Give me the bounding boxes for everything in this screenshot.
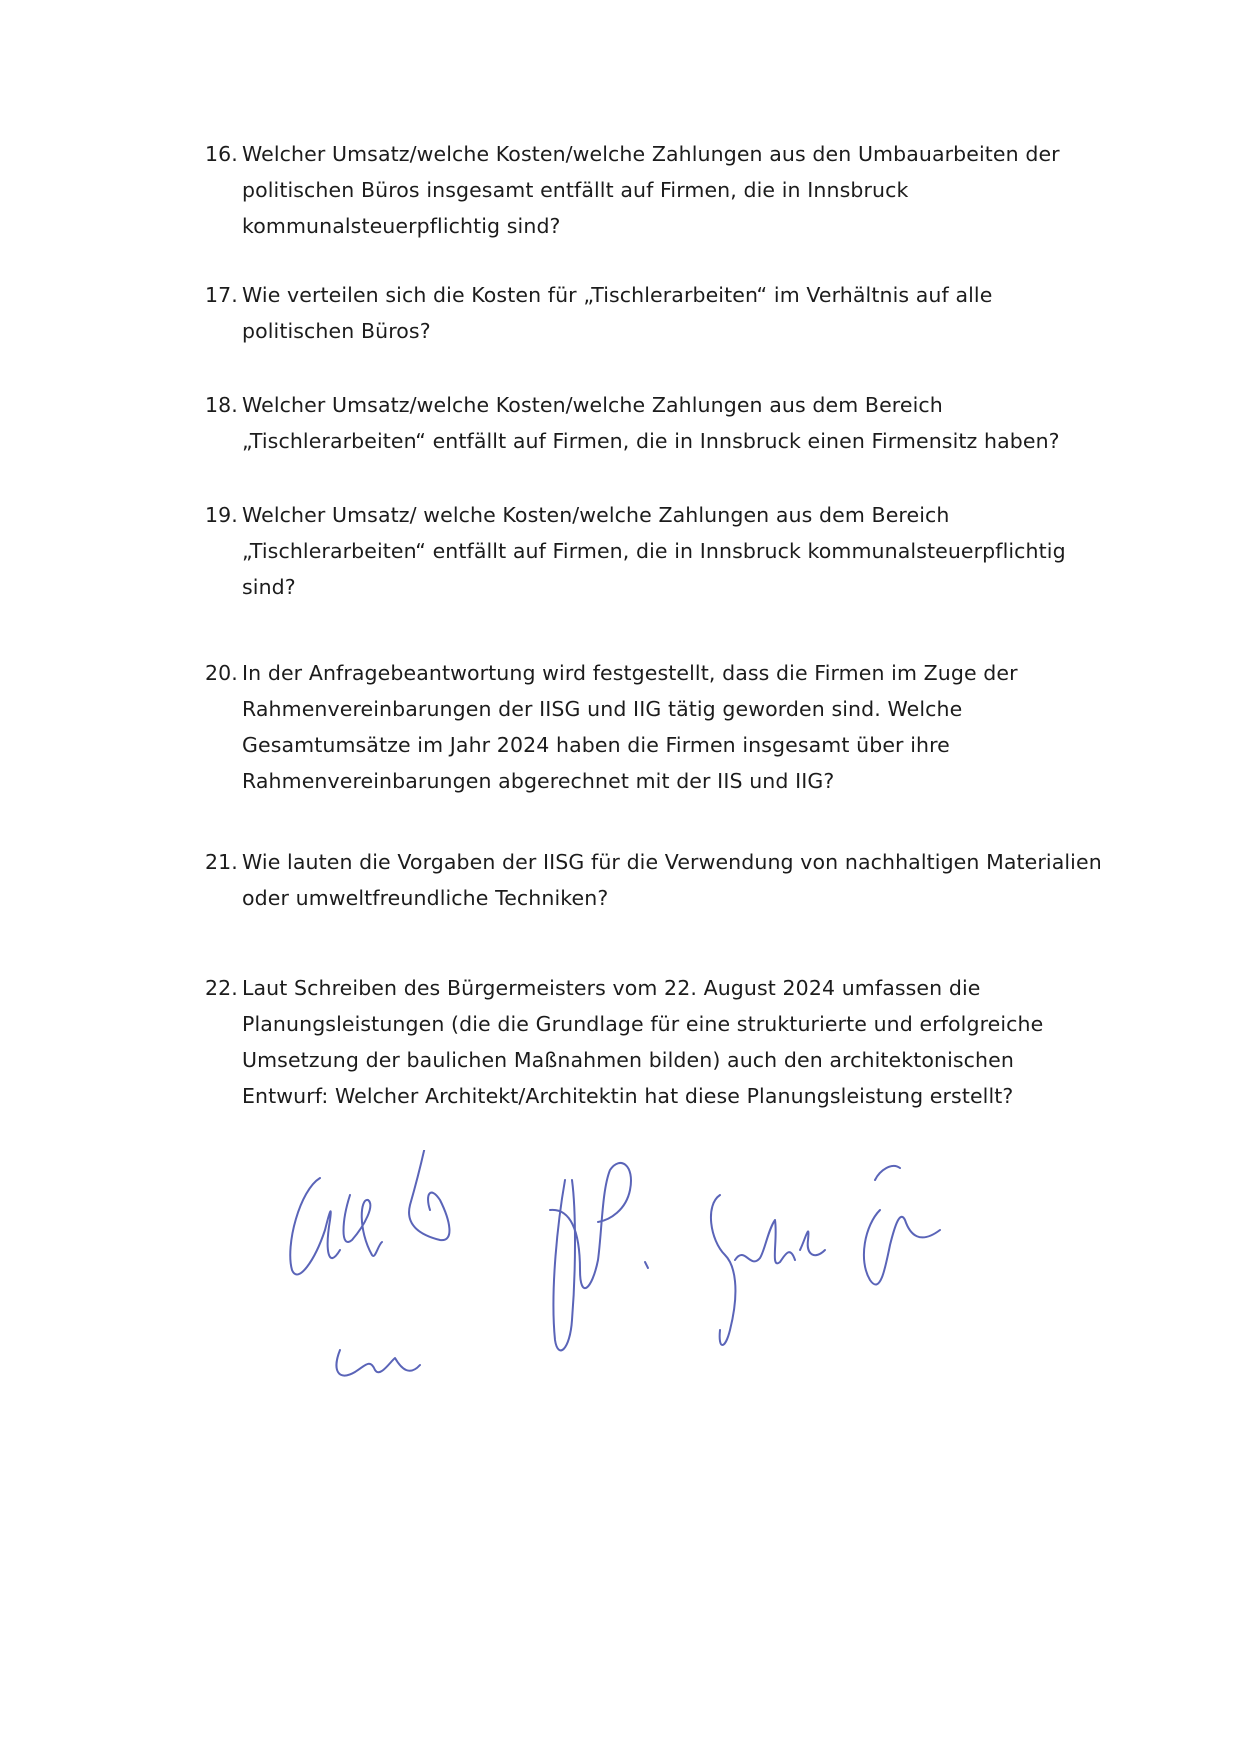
question-20	[205, 655, 1105, 844]
question-number: 21.	[205, 850, 238, 874]
question-16	[205, 136, 1105, 277]
question-18	[205, 387, 1105, 497]
question-text: Welcher Umsatz/ welche Kosten/welche Zahlungen aus dem Bereich „Tischlerarbeiten“ entfällt auf Firmen, die in Innsbruck kommunalsteuerpflichtig sind?	[242, 503, 1066, 599]
question-number: 18.	[205, 393, 238, 417]
question-text: Welcher Umsatz/welche Kosten/welche Zahlungen aus dem Bereich „Tischlerarbeiten“ entfällt auf Firmen, die in Innsbruck einen Firmensitz haben?	[242, 393, 1060, 453]
question-number: 16.	[205, 142, 238, 166]
question-text: Laut Schreiben des Bürgermeisters vom 22. August 2024 umfassen die Planungsleistungen (die die Grundlage für eine strukturierte und erfolgreiche Umsetzung der baulichen Maßnahmen bilden) auch den architektonischen Entwurf: Welcher Architekt/Architektin hat diese Planungsleistung erstellt?	[242, 976, 1044, 1108]
signature-1	[290, 1150, 449, 1376]
question-number: 20.	[205, 661, 238, 685]
question-number: 19.	[205, 503, 238, 527]
question-text: In der Anfragebeantwortung wird festgestellt, dass die Firmen im Zuge der Rahmenvereinbarungen der IISG und IIG tätig geworden sind. Welche Gesamtumsätze im Jahr 2024 haben die Firmen insgesamt über ihre Rahmenvereinbarungen abgerechnet mit der IIS und IIG?	[242, 661, 1018, 793]
handwritten-signatures	[280, 1150, 1060, 1400]
signature-2	[550, 1163, 648, 1350]
signatures-area	[280, 1150, 1060, 1400]
signature-3	[711, 1166, 940, 1345]
question-number: 22.	[205, 976, 238, 1000]
question-17	[205, 277, 1105, 387]
question-21	[205, 844, 1105, 970]
question-text: Welcher Umsatz/welche Kosten/welche Zahlungen aus den Umbauarbeiten der politischen Büros insgesamt entfällt auf Firmen, die in Innsbruck kommunalsteuerpflichtig sind?	[242, 142, 1060, 238]
question-text: Wie lauten die Vorgaben der IISG für die Verwendung von nachhaltigen Materialien oder umweltfreundliche Techniken?	[242, 850, 1102, 910]
question-list	[205, 136, 1105, 1114]
question-number: 17.	[205, 283, 238, 307]
question-text: Wie verteilen sich die Kosten für „Tischlerarbeiten“ im Verhältnis auf alle politischen Büros?	[242, 283, 993, 343]
question-19	[205, 497, 1105, 655]
question-22	[205, 970, 1105, 1114]
